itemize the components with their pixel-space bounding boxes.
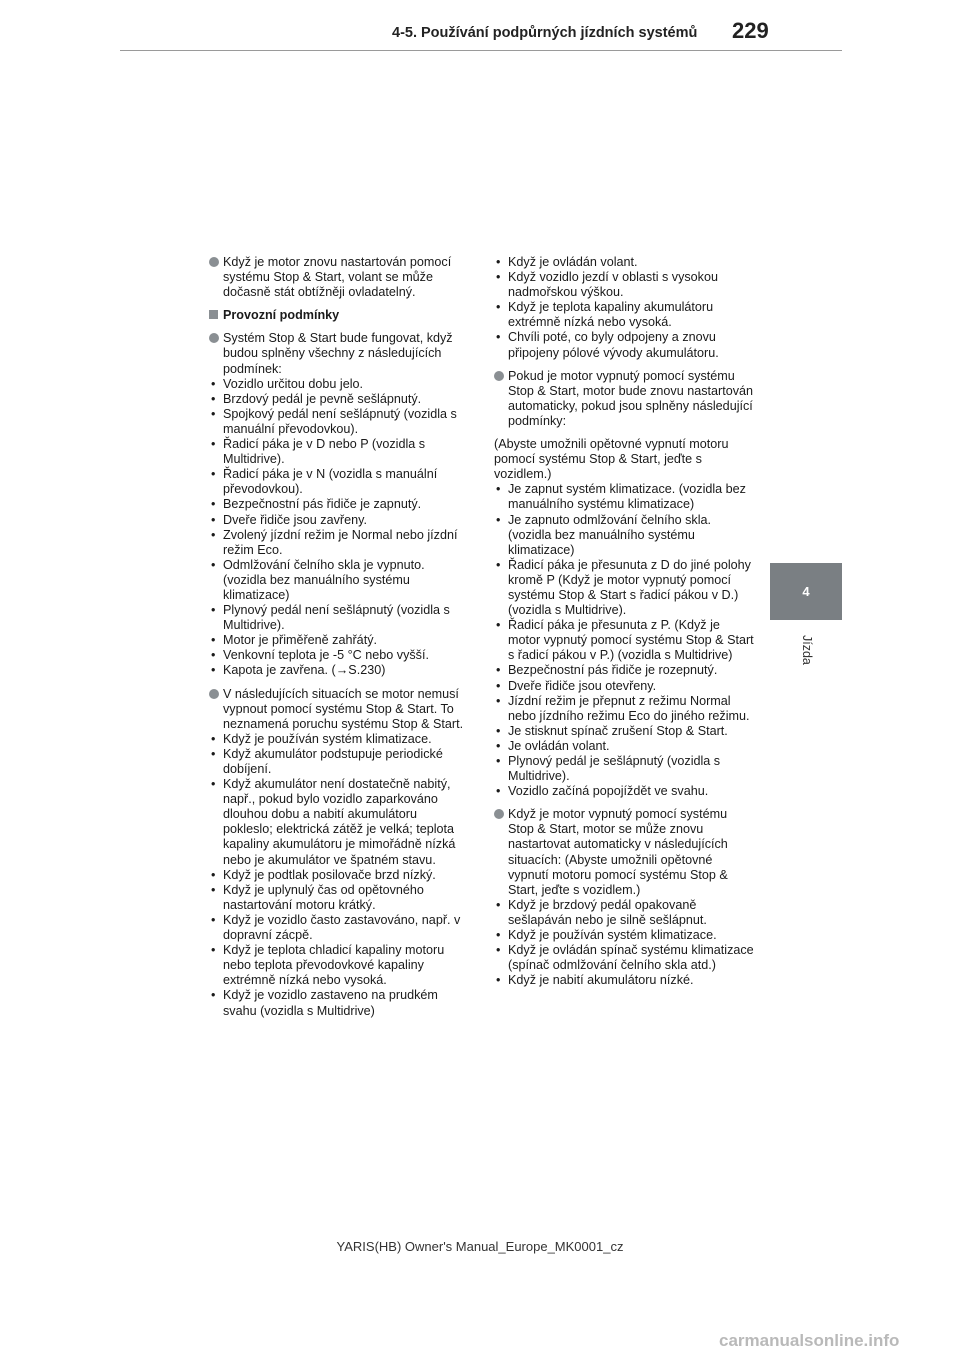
circle-bullet-icon bbox=[209, 689, 219, 699]
paragraph-conditions bbox=[209, 331, 467, 376]
list-item: • Jízdní režim je přepnut z režimu Normal nebo jízdního režimu Eco do jiného režimu. bbox=[494, 694, 754, 724]
paragraph-text: Když je motor znovu nastartován pomocí systému Stop & Start, volant se může dočasně stát obtížněji ovladatelný. bbox=[223, 255, 452, 300]
list-item: • Když je uplynulý čas od opětovného nastartování motoru krátký. bbox=[209, 883, 467, 913]
list-item: • Když je podtlak posilovače brzd nízký. bbox=[209, 868, 467, 883]
list-item: • Chvíli poté, co byly odpojeny a znovu připojeny pólové vývody akumulátoru. bbox=[494, 330, 754, 360]
list-item: • Je zapnuto odmlžování čelního skla. (vozidla bez manuálního systému klimatizace) bbox=[494, 513, 754, 558]
paragraph-no-stop bbox=[209, 687, 467, 732]
section-title: 4-5. Používání podpůrných jízdních systémů bbox=[392, 25, 698, 41]
paragraph-text: Když je motor vypnutý pomocí systému Stop & Start, motor se může znovu nastartovat automaticky v následujících situacích: (Abyste umožnili opětovné vypnutí motoru pomocí systému Stop & Start, jeďte s vozidlem.) bbox=[508, 807, 728, 897]
list-item: • Když je ovládán volant. bbox=[494, 255, 754, 270]
list-item: • Je stisknut spínač zrušení Stop & Start. bbox=[494, 724, 754, 739]
list-item: • Je ovládán volant. bbox=[494, 739, 754, 754]
header-divider bbox=[120, 50, 842, 51]
list-item: • Plynový pedál není sešlápnutý (vozidla s Multidrive). bbox=[209, 603, 467, 633]
paragraph-steering bbox=[209, 255, 467, 300]
list-item: • Spojkový pedál není sešlápnutý (vozidla s manuální převodovkou). bbox=[209, 407, 467, 437]
left-column bbox=[209, 255, 467, 1019]
list-item: • Dveře řidiče jsou otevřeny. bbox=[494, 679, 754, 694]
list-item: • Když akumulátor podstupuje periodické dobíjení. bbox=[209, 747, 467, 777]
chapter-tab[interactable] bbox=[770, 563, 842, 620]
auto-restart-situations-list bbox=[494, 898, 754, 989]
list-item: • Řadicí páka je v N (vozidla s manuální převodovkou). bbox=[209, 467, 467, 497]
circle-bullet-icon bbox=[494, 809, 504, 819]
no-stop-situations-list bbox=[209, 732, 467, 1019]
no-stop-situations-list-continued bbox=[494, 255, 754, 361]
paragraph-text: V následujících situacích se motor nemusí vypnout pomocí systému Stop & Start. To neznamená poruchu systému Stop & Start. bbox=[223, 686, 464, 731]
list-item: • Když je vozidlo zastaveno na prudkém svahu (vozidla s Multidrive) bbox=[209, 988, 467, 1018]
circle-bullet-icon bbox=[209, 257, 219, 267]
right-column bbox=[494, 255, 754, 988]
chapter-number: 4 bbox=[802, 584, 810, 599]
conditions-list bbox=[209, 377, 467, 679]
list-item: • Vozidlo začíná popojíždět ve svahu. bbox=[494, 784, 754, 799]
list-item: • Zvolený jízdní režim je Normal nebo jízdní režim Eco. bbox=[209, 528, 467, 558]
heading-text: Provozní podmínky bbox=[223, 308, 340, 323]
list-item: • Vozidlo určitou dobu jelo. bbox=[209, 377, 467, 392]
list-item: • Kapota je zavřena. (→S.230) bbox=[209, 663, 467, 678]
paragraph-text: Pokud je motor vypnutý pomocí systému Stop & Start, motor bude znovu nastartován automaticky, pokud jsou splněny následující podmínky: bbox=[508, 368, 754, 428]
list-item: • Když je ovládán spínač systému klimatizace (spínač odmlžování čelního skla atd.) bbox=[494, 943, 754, 973]
watermark: carmanualsonline.info bbox=[719, 1331, 900, 1350]
list-item: • Je zapnut systém klimatizace. (vozidla bez manuálního systému klimatizace) bbox=[494, 482, 754, 512]
paragraph-text: Systém Stop & Start bude fungovat, když budou splněny všechny z následujících podmínek: bbox=[223, 331, 453, 376]
list-item: • Když je teplota kapaliny akumulátoru extrémně nízká nebo vysoká. bbox=[494, 300, 754, 330]
list-item: • Dveře řidiče jsou zavřeny. bbox=[209, 513, 467, 528]
list-item: • Plynový pedál je sešlápnutý (vozidla s Multidrive). bbox=[494, 754, 754, 784]
circle-bullet-icon bbox=[209, 333, 219, 343]
list-item: • Když vozidlo jezdí v oblasti s vysokou nadmořskou výškou. bbox=[494, 270, 754, 300]
chapter-label: Jízda bbox=[800, 635, 814, 665]
list-item: • Když akumulátor není dostatečně nabitý, např., pokud bylo vozidlo zaparkováno dlouhou dobu a nabití akumulátoru pokleslo; elektrická zátěž je velká; teplota kapaliny akumulátoru je mimořádně nízká nebo je akumulátor ve špatném stavu. bbox=[209, 777, 467, 868]
list-item: • Bezpečnostní pás řidiče je zapnutý. bbox=[209, 497, 467, 512]
list-item: • Když je používán systém klimatizace. bbox=[494, 928, 754, 943]
list-item: • Když je teplota chladicí kapaliny motoru nebo teplota převodovkové kapaliny extrémně nízká nebo vysoká. bbox=[209, 943, 467, 988]
paragraph-auto-restart bbox=[494, 807, 754, 898]
list-item: • Řadicí páka je v D nebo P (vozidla s Multidrive). bbox=[209, 437, 467, 467]
list-item: • Venkovní teplota je -5 °C nebo vyšší. bbox=[209, 648, 467, 663]
paragraph-note: (Abyste umožnili opětovné vypnutí motoru pomocí systému Stop & Start, jeďte s vozidlem.) bbox=[494, 437, 729, 482]
footer-manual-id: YARIS(HB) Owner's Manual_Europe_MK0001_cz bbox=[336, 1239, 624, 1254]
list-item: • Brzdový pedál je pevně sešlápnutý. bbox=[209, 392, 467, 407]
list-item: • Motor je přiměřeně zahřátý. bbox=[209, 633, 467, 648]
list-item: • Řadicí páka je přesunuta z P. (Když je motor vypnutý pomocí systému Stop & Start s řadicí pákou v P.) (vozidla s Multidrive) bbox=[494, 618, 754, 663]
list-item: • Když je používán systém klimatizace. bbox=[209, 732, 467, 747]
list-item: • Odmlžování čelního skla je vypnuto. (vozidla bez manuálního systému klimatizace) bbox=[209, 558, 467, 603]
section-heading bbox=[209, 308, 467, 323]
page-number: 229 bbox=[732, 18, 769, 43]
list-item: • Když je vozidlo často zastavováno, např. v dopravní zácpě. bbox=[209, 913, 467, 943]
restart-conditions-list bbox=[494, 482, 754, 799]
square-bullet-icon bbox=[209, 310, 218, 319]
circle-bullet-icon bbox=[494, 371, 504, 381]
list-item: • Když je brzdový pedál opakovaně sešlapáván nebo je silně sešlápnut. bbox=[494, 898, 754, 928]
list-item: • Když je nabití akumulátoru nízké. bbox=[494, 973, 754, 988]
list-item: • Bezpečnostní pás řidiče je rozepnutý. bbox=[494, 663, 754, 678]
list-item: • Řadicí páka je přesunuta z D do jiné polohy kromě P (Když je motor vypnutý pomocí systému Stop & Start s řadicí pákou v D.) (vozidla s Multidrive). bbox=[494, 558, 754, 618]
paragraph-restart bbox=[494, 369, 754, 429]
